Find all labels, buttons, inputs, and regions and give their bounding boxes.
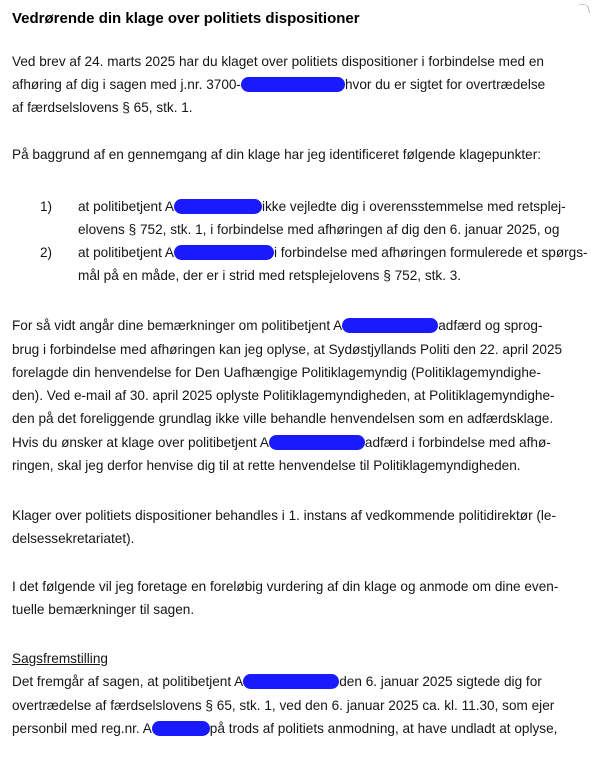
p1-line-2 [12,76,545,93]
p5-line-1: I det følgende vil jeg foretage en foreløbig vurdering af din klage og anmode om dine even- [12,579,559,594]
p1-line-2-end: hvor du er sigtet for overtrædelse [344,77,546,92]
p3-line-4: den). Ved e-mail af 30. april 2025 oplyste Politiklagemyndigheden, at Politiklagemyndighe- [12,388,555,403]
p2-line-1: På baggrund af en gennemgang af din klage har jeg identificeret følgende klagepunkter: [12,147,542,162]
p3-line-5: den på det foreliggende grundlag ikke ville behandle henvendelsen som en adfærdsklage. [12,411,554,426]
redaction-mark [243,674,339,689]
redaction-mark [174,199,262,214]
p6-line-1-start: Det fremgår af sagen, at politibetjent A [12,674,244,689]
redaction-mark [174,245,274,260]
redaction-mark [269,435,365,450]
p6-line-3-start: personbil med reg.nr. A [12,721,152,736]
p6-line-1 [12,673,542,690]
p3-line-1 [12,317,542,334]
p6-line-2: overtrædelse af færdselslovens § 65, stk. 1, ved den 6. januar 2025 ca. kl. 11.30, som ejer [12,698,555,713]
p1-line-3: af færdselslovens § 65, stk. 1. [12,100,193,115]
item-1-number: 1) [40,199,53,214]
item-2-line-1-start: at politibetjent A [78,245,174,260]
p6-line-3-end: på trods af politiets anmodning, at have undladt at oplyse, [209,721,558,736]
p1-line-1: Ved brev af 24. marts 2025 har du klaget over politiets dispositioner i forbindelse med en [12,54,544,69]
redaction-mark [152,721,210,736]
item-2-line-1-end: i forbindelse med afhøringen formulerede et spørgs- [273,245,588,260]
p3-line-6 [12,434,551,451]
corner-mark: ⌒\ [577,5,590,15]
item-1-line-1-start: at politibetjent A [78,199,174,214]
item-1-line-1 [78,198,566,215]
redaction-mark [241,77,345,92]
p4-line-1: Klager over politiets dispositioner behandles i 1. instans af vedkommende politidirektør (le- [12,508,557,523]
item-1-line-1-end: ikke vejledte dig i overensstemmelse med retsplej- [261,199,566,214]
item-1-line-2: elovens § 752, stk. 1, i forbindelse med afhøringen af dig den 6. januar 2025, og [78,222,560,237]
p3-line-3: forelagde din henvendelse for Den Uafhængige Politiklagemyndig (Politiklagemyndighe- [12,365,541,380]
p3-line-7: ringen, skal jeg derfor henvise dig til at rette henvendelse til Politiklagemyndigheden. [12,458,521,473]
redaction-mark [342,318,438,333]
p6-line-1-end: den 6. januar 2025 sigtede dig for [339,674,542,689]
section-heading: Sagsfremstilling [12,651,108,666]
p3-line-1-end: adfærd og sprog- [438,318,543,333]
p3-line-2: brug i forbindelse med afhøringen kan jeg oplyse, at Sydøstjyllands Politi den 22. april 2025 [12,342,563,357]
p6-line-3 [12,720,557,737]
item-2-number: 2) [40,245,53,260]
p3-line-1-start: For så vidt angår dine bemærkninger om politibetjent A [12,318,343,333]
document-title: Vedrørende din klage over politiets dispositioner [12,10,360,27]
p1-line-2-start: afhøring af dig i sagen med j.nr. 3700- [12,77,241,92]
p5-line-2: tuelle bemærkninger til sagen. [12,602,195,617]
p3-line-6-start: Hvis du ønsker at klage over politibetjent A [12,435,269,450]
item-2-line-1 [78,244,588,261]
p3-line-6-end: adfærd i forbindelse med afhø- [364,435,551,450]
p4-line-2: delsessekretariatet). [12,531,135,546]
item-2-line-2: mål på en måde, der er i strid med retsplejelovens § 752, stk. 3. [78,268,462,283]
